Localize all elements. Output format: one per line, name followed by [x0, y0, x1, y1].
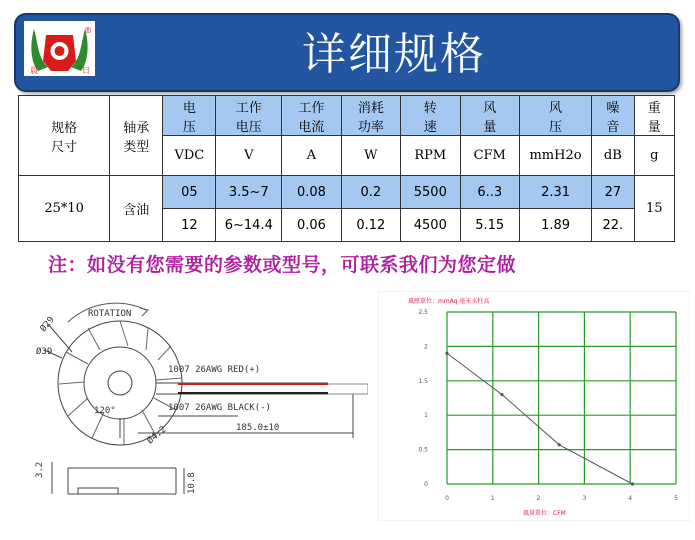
unit-a: A: [282, 136, 341, 176]
th-voltage: 电 压: [163, 96, 216, 136]
cell: 6~14.4: [216, 209, 282, 242]
data-point: [445, 352, 448, 355]
height-total-label: 10.8: [187, 472, 197, 494]
cell: 0.06: [282, 209, 341, 242]
x-tick-label: 5: [674, 495, 678, 502]
x-tick-label: 2: [536, 495, 541, 502]
y-tick-label: 2.5: [418, 309, 428, 316]
cell: 22.: [592, 209, 634, 242]
unit-g: g: [634, 136, 674, 176]
page-title: 详细规格: [302, 29, 486, 80]
th-bearing: 轴承 类型: [110, 96, 163, 176]
cell: 3.5~7: [216, 176, 282, 209]
custom-order-note: 注：如没有您需要的参数或型号，可联系我们为您定做: [48, 254, 517, 276]
table-row: [19, 176, 675, 209]
bearing-cell: 含油: [110, 176, 163, 242]
data-point: [558, 443, 561, 446]
unit-db: dB: [592, 136, 634, 176]
hole-diameter-label: Ø4.2: [145, 424, 169, 447]
th-noise: 噪 音: [592, 96, 634, 136]
unit-vdc: VDC: [163, 136, 216, 176]
cell: 12: [163, 209, 216, 242]
fan-drawing: [28, 298, 368, 508]
unit-mmh2o: mmH2o: [519, 136, 591, 176]
cell: 27: [592, 176, 634, 209]
cell: 05: [163, 176, 216, 209]
cell: 0.2: [341, 176, 400, 209]
x-tick-label: 0: [445, 495, 449, 502]
y-tick-label: 0: [424, 481, 428, 488]
unit-cfm: CFM: [460, 136, 519, 176]
cell: 1.89: [519, 209, 591, 242]
header-banner: [14, 13, 680, 92]
cell: 2.31: [519, 176, 591, 209]
cell: 5.15: [460, 209, 519, 242]
logo-char-2: 日: [82, 66, 90, 75]
cell: 4500: [401, 209, 460, 242]
spec-table: [18, 95, 675, 242]
red-wire-label: 1007 26AWG RED(+): [168, 365, 261, 375]
height-small-label: 3.2: [35, 461, 45, 478]
diameter-29-label: Ø29: [38, 315, 57, 334]
x-tick-label: 4: [628, 495, 633, 502]
company-logo: [24, 21, 95, 76]
th-speed: 转 速: [401, 96, 460, 136]
unit-rpm: RPM: [401, 136, 460, 176]
unit-w: W: [341, 136, 400, 176]
cell: 6..3: [460, 176, 519, 209]
weight-cell: 15: [634, 176, 674, 242]
th-working-voltage: 工作 电压: [216, 96, 282, 136]
rotation-label: ROTATION: [88, 309, 132, 319]
registered-mark: ®: [84, 26, 92, 35]
th-working-current: 工作 电流: [282, 96, 341, 136]
unit-v: V: [216, 136, 282, 176]
th-pressure: 风 压: [519, 96, 591, 136]
angle-label: 120°: [94, 406, 116, 416]
y-tick-label: 0.5: [418, 446, 428, 454]
th-airflow: 风 量: [460, 96, 519, 136]
th-power: 消耗 功率: [341, 96, 400, 136]
diameter-39-label: Ø39: [36, 347, 53, 357]
data-point: [500, 393, 503, 396]
cable-length-label: 185.0±10: [236, 423, 280, 433]
th-weight: 重 量: [634, 96, 674, 136]
th-size: 规格 尺寸: [19, 96, 110, 176]
black-wire-label: 1007 26AWG BLACK(-): [168, 403, 271, 413]
data-point: [631, 482, 634, 485]
cell: 5500: [401, 176, 460, 209]
y-tick-label: 1.5: [418, 377, 428, 385]
logo-char-1: 晨: [30, 66, 38, 75]
x-tick-label: 3: [582, 495, 587, 502]
cell: 0.08: [282, 176, 341, 209]
chart-xlabel: 風量單位：CFM: [523, 510, 566, 517]
y-tick-label: 1: [424, 412, 428, 420]
y-tick-label: 2: [424, 343, 428, 351]
size-cell: 25*10: [19, 176, 110, 242]
cell: 0.12: [341, 209, 400, 242]
chart-title: 風壓單位：mmAq 毫米水柱高: [408, 298, 490, 305]
pq-curve-chart: [378, 291, 690, 521]
x-tick-label: 1: [490, 495, 495, 502]
